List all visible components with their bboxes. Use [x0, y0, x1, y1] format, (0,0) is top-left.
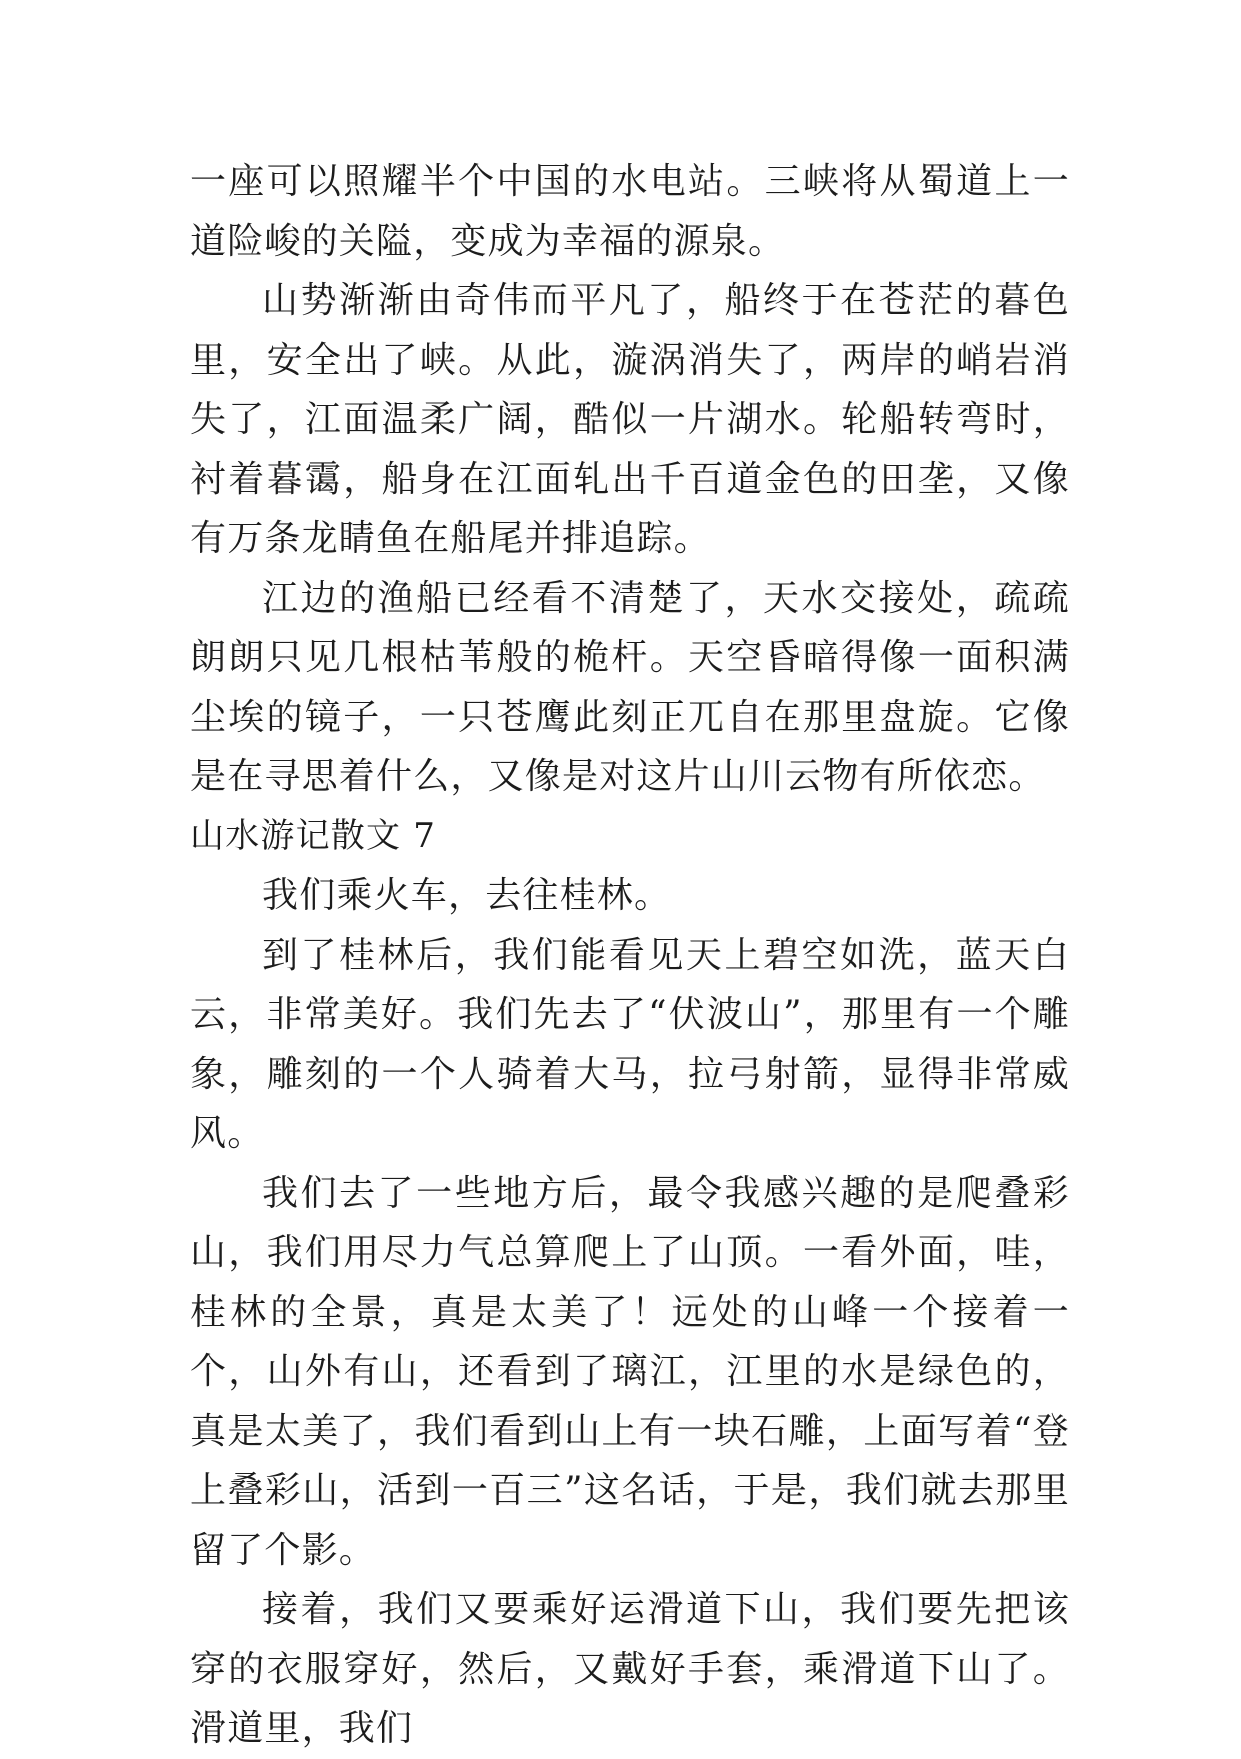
- section-paragraph-2: 到了桂林后，我们能看见天上碧空如洗，蓝天白云，非常美好。我们先去了“伏波山”，那里有一个雕象，雕刻的一个人骑着大马，拉弓射箭，显得非常威风。: [190, 934, 1070, 1154]
- paragraph-1: 一座可以照耀半个中国的水电站。三峡将从蜀道上一道险峻的关隘，变成为幸福的源泉。: [190, 161, 1070, 262]
- section-title: 山水游记散文 7: [190, 815, 437, 856]
- paragraph-3: 江边的渔船已经看不清楚了，天水交接处，疏疏朗朗只见几根枯苇般的桅杆。天空昏暗得像一面积满尘埃的镜子，一只苍鹰此刻正兀自在那里盘旋。它像是在寻思着什么，又像是对这片山川云物有所依恋。: [190, 577, 1070, 797]
- section-paragraph-3: 我们去了一些地方后，最令我感兴趣的是爬叠彩山，我们用尽力气总算爬上了山顶。一看外面，哇，桂林的全景，真是太美了！远处的山峰一个接着一个，山外有山，还看到了璃江，江里的水是绿色的，真是太美了，我们看到山上有一块石雕，上面写着“登上叠彩山，活到一百三”这名话，于是，我们就去那里留了个影。: [190, 1172, 1070, 1571]
- paragraph-2: 山势渐渐由奇伟而平凡了，船终于在苍茫的暮色里，安全出了峡。从此，漩涡消失了，两岸的峭岩消失了，江面温柔广阔，酷似一片湖水。轮船转弯时，衬着暮霭，船身在江面轧出千百道金色的田垄，又像有万条龙睛鱼在船尾并排追踪。: [190, 280, 1070, 559]
- section-paragraph-4: 接着，我们又要乘好运滑道下山，我们要先把该穿的衣服穿好，然后，又戴好手套，乘滑道下山了。滑道里，我们: [190, 1589, 1070, 1749]
- section-paragraph-1: 我们乘火车，去往桂林。: [262, 875, 672, 916]
- document-body: [190, 152, 1070, 1759]
